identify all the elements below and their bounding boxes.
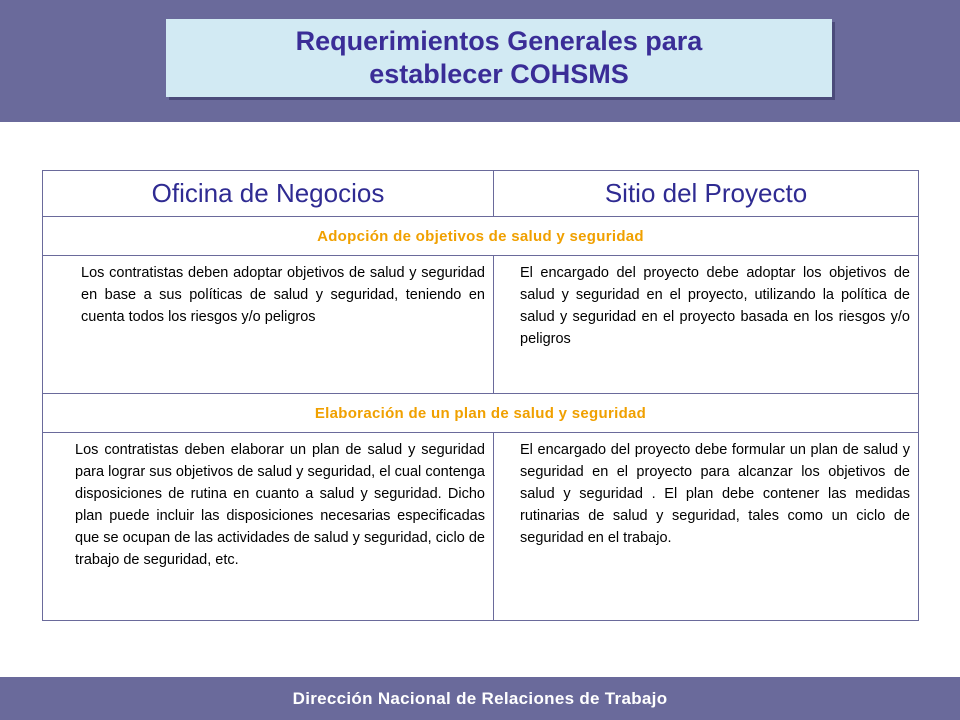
table-row — [43, 433, 919, 621]
footer-band — [0, 677, 960, 720]
cell-plan-business-office — [43, 433, 494, 621]
cell-text: Los contratistas deben elaborar un plan de salud y seguridad para lograr sus objetivos de salud y seguridad, el cual contenga disposiciones de rutina en cuanto a salud y seguridad. Dicho plan puede incluir las disposiciones necesarias especificadas que se ocupan de las actividades de salud y seguridad, ciclo de trabajo de seguridad, etc. — [75, 442, 485, 568]
section-heading-plan: Elaboración de un plan de salud y seguridad — [43, 394, 919, 433]
page-title-line-1: Requerimientos Generales para — [295, 26, 703, 56]
page-title-line-2: establecer COHSMS — [369, 59, 629, 89]
cell-text: El encargado del proyecto debe formular un plan de salud y seguridad en el proyecto para alcanzar los objetivos de salud y seguridad . El plan debe contener las medidas rutinarias de salud y seguridad, tales como un ciclo de seguridad en el trabajo. — [520, 442, 910, 546]
cell-plan-project-site — [494, 433, 919, 621]
cell-objectives-project-site — [494, 256, 919, 394]
cell-text: Los contratistas deben adoptar objetivos de salud y seguridad en base a sus políticas de salud y seguridad, teniendo en cuenta todos los riesgos y/o peligros — [81, 265, 485, 325]
column-header-project-site: Sitio del Proyecto — [494, 171, 919, 217]
cell-objectives-business-office — [43, 256, 494, 394]
cell-text: El encargado del proyecto debe adoptar los objetivos de salud y seguridad en el proyecto, utilizando la política de salud y seguridad en el proyecto basada en los riesgos y/o peligros — [520, 265, 910, 347]
title-box — [166, 19, 832, 97]
table-row — [43, 256, 919, 394]
section-heading-row — [43, 394, 919, 433]
column-header-business-office: Oficina de Negocios — [43, 171, 494, 217]
requirements-table — [42, 170, 919, 621]
section-heading-row — [43, 217, 919, 256]
column-header-row — [43, 171, 919, 217]
section-heading-objectives: Adopción de objetivos de salud y seguridad — [43, 217, 919, 256]
footer-text: Dirección Nacional de Relaciones de Trabajo — [292, 688, 668, 708]
